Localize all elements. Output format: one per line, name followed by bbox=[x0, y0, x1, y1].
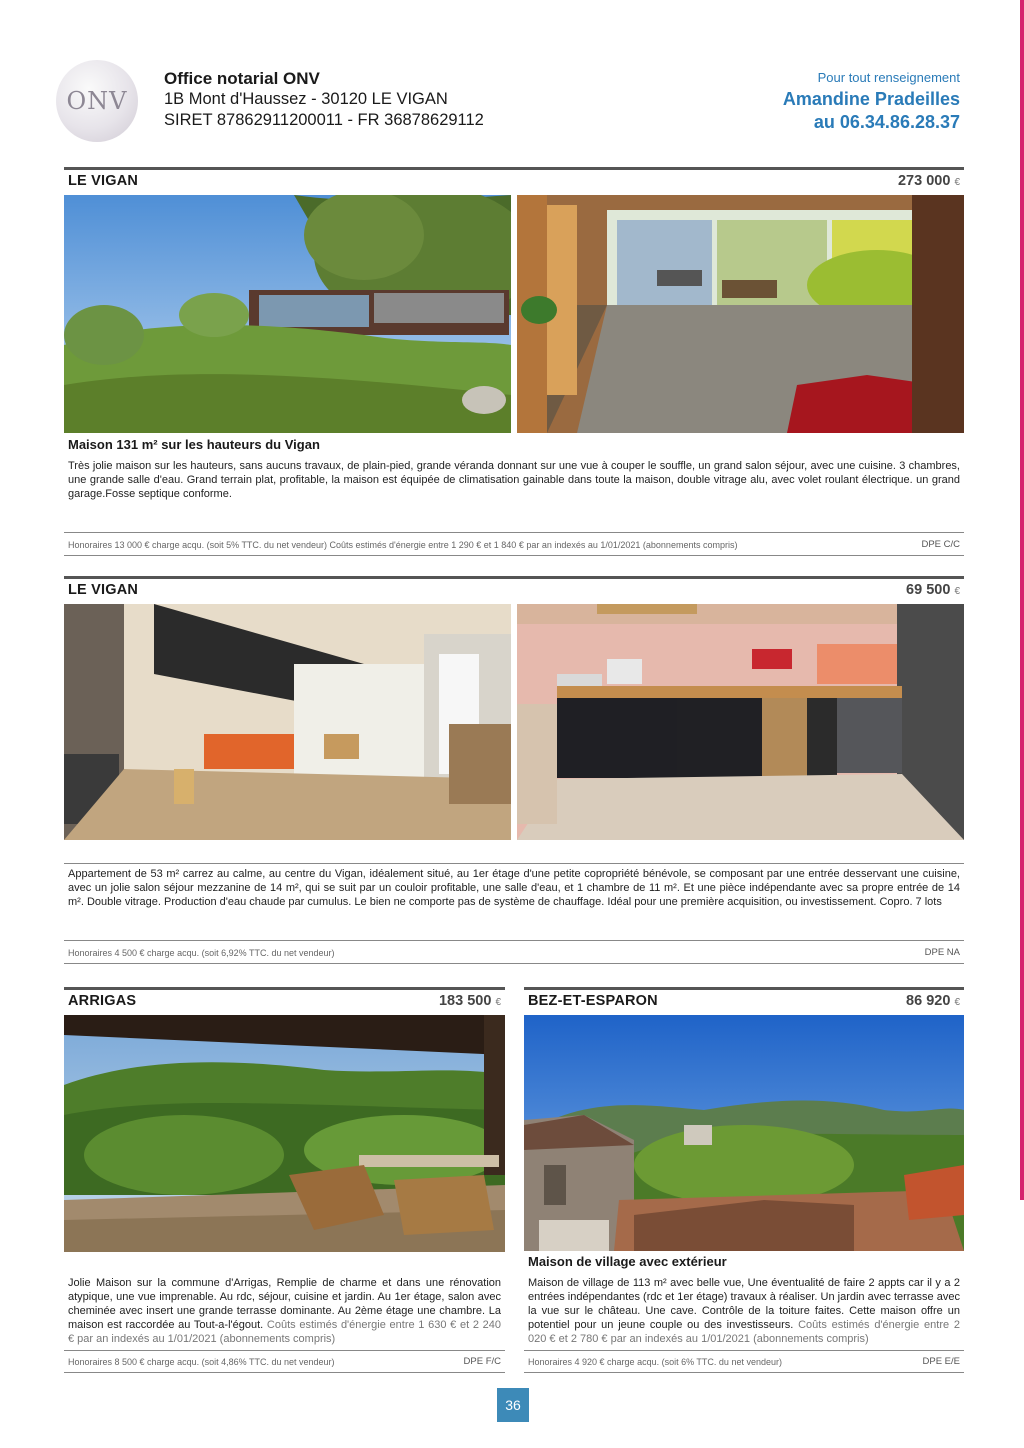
listing-4-photo-village bbox=[524, 1015, 964, 1251]
listing-1-price: 273 000 € bbox=[897, 173, 960, 189]
listing-2-dpe: DPE NA bbox=[924, 947, 960, 958]
listing-1-description: Très jolie maison sur les hauteurs, sans aucuns travaux, de plain-pied, grande véranda donnant sur une vue à couper le souffle, un grand salon séjour, avec une cuisine. 3 chambres, une grande salle d'eau. Grand terrain plat, profitable, la maison est équipée de climatisation gainable dans toute la maison, double vitrage alu, avec volet roulant électrique. un grand garage.Fosse septique conforme. bbox=[68, 460, 960, 500]
listing-4-description: Maison de village de 113 m² avec belle vue, Une éventualité de faire 2 appts car il y a 2 entrées indépendantes (rdc et 1er étage) travaux à réaliser. Un jardin avec terrasse avec la vue sur le château. Une cave. Contrôle de la toiture faites. Cette maison offre un potentiel pour un jeune couple ou des investisseurs. Coûts estimés d'énergie entre 2 020 € et 2 780 € par an indexés au 1/01/2021 (abonnements compris) bbox=[528, 1277, 961, 1345]
listing-2-city: LE VIGAN bbox=[68, 582, 139, 598]
listing-3-dpe: DPE F/C bbox=[463, 1356, 501, 1367]
listing-1-dpe: DPE C/C bbox=[921, 539, 960, 550]
listing-1-caption: Maison 131 m² sur les hauteurs du Vigan bbox=[68, 437, 320, 452]
listing-3-fees: Honoraires 8 500 € charge acqu. (soit 4,86% TTC. du net vendeur) bbox=[68, 1357, 335, 1367]
logo-text: ONV bbox=[66, 87, 128, 115]
listing-4-dpe: DPE E/E bbox=[922, 1356, 960, 1367]
listing-2-price: 69 500 € bbox=[906, 582, 960, 598]
listing-3-top-bar bbox=[64, 987, 505, 990]
office-siret: SIRET 87862911200011 - FR 36878629112 bbox=[164, 111, 484, 129]
office-address: 1B Mont d'Haussez - 30120 LE VIGAN bbox=[164, 90, 448, 108]
listing-4-fees: Honoraires 4 920 € charge acqu. (soit 6% TTC. du net vendeur) bbox=[528, 1357, 782, 1367]
page-number: 36 bbox=[497, 1388, 529, 1422]
listing-1-divider-top bbox=[64, 532, 964, 533]
listing-3-divider-bottom bbox=[64, 1372, 505, 1373]
listing-3-divider-top bbox=[64, 1350, 505, 1351]
office-name: Office notarial ONV bbox=[164, 69, 320, 88]
listing-4-city: BEZ-ET-ESPARON bbox=[528, 993, 658, 1009]
listing-3-price: 183 500 € bbox=[438, 993, 501, 1009]
listing-2-photo-kitchen bbox=[517, 604, 964, 840]
listing-2-fees: Honoraires 4 500 € charge acqu. (soit 6,92% TTC. du net vendeur) bbox=[68, 948, 335, 958]
listing-4-energy: Coûts estimés d'énergie entre 2 020 € et 2 780 € par an indexés au 1/01/2021 (abonnements compris) bbox=[528, 1319, 961, 1345]
listing-2-photo-living bbox=[64, 604, 511, 840]
listing-2-description: Appartement de 53 m² carrez au calme, au centre du Vigan, idéalement situé, au 1er étage d'une petite copropriété bénévole, se composant par une entrée desservant une cuisine, avec un jolie salon séjour mezzanine de 14 m², qui se suit par un couloir profitable, une salle d'eau, et 1 chambre de 11 m². Et une pièce indépendante avec sa propre entrée de 14 m². Double vitrage. Production d'eau chaude par cumulus. Le bien ne comporte pas de système de chauffage. Idéal pour une première acquisition, ou investissement. Copro. 7 lots bbox=[68, 868, 960, 908]
office-info bbox=[164, 68, 484, 131]
contact-info bbox=[783, 70, 960, 133]
listing-1-divider-bottom bbox=[64, 555, 964, 556]
listing-3-photo-terrace bbox=[64, 1015, 505, 1252]
listing-3-energy: Coûts estimés d'énergie entre 1 630 € et 2 240 € par an indexés au 1/01/2021 (abonnements compris) bbox=[68, 1319, 502, 1345]
listing-4-price: 86 920 € bbox=[906, 993, 960, 1009]
listing-4-divider-top bbox=[524, 1350, 964, 1351]
listing-2-divider-desc bbox=[64, 863, 964, 864]
listing-2-divider-top bbox=[64, 940, 964, 941]
listing-1-photo-veranda bbox=[517, 195, 964, 433]
listing-4-top-bar bbox=[524, 987, 964, 990]
contact-name: Amandine Pradeilles bbox=[782, 89, 960, 109]
notary-logo bbox=[56, 60, 138, 142]
listing-2-top-bar bbox=[64, 576, 964, 579]
listing-1-top-bar bbox=[64, 167, 964, 170]
listing-2-divider-bottom bbox=[64, 963, 964, 964]
contact-intro: Pour tout renseignement bbox=[817, 70, 960, 85]
listing-1-photo-exterior bbox=[64, 195, 511, 433]
listing-1-city: LE VIGAN bbox=[68, 173, 139, 189]
listing-4-caption: Maison de village avec extérieur bbox=[528, 1254, 727, 1269]
listing-1-fees: Honoraires 13 000 € charge acqu. (soit 5% TTC. du net vendeur) Coûts estimés d'énergie entre 1 290 € et 1 840 € par an indexés au 1/01/2021 (abonnements compris) bbox=[68, 540, 738, 550]
contact-phone[interactable]: au 06.34.86.28.37 bbox=[813, 112, 960, 132]
listing-3-city: ARRIGAS bbox=[68, 993, 137, 1009]
page-edge-accent bbox=[1020, 0, 1024, 1200]
listing-4-divider-bottom bbox=[524, 1372, 964, 1373]
listing-3-description: Jolie Maison sur la commune d'Arrigas, Remplie de charme et dans une rénovation atypique, une vue imprenable. Au rdc, séjour, cuisine et jardin. Au 1er étage, salon avec cheminée avec insert une grande terrasse dominante. Au 2ème étage une chambre. La maison est raccordée au Tout-a-l'égout. Coûts estimés d'énergie entre 1 630 € et 2 240 € par an indexés au 1/01/2021 (abonnements compris) bbox=[68, 1277, 502, 1345]
